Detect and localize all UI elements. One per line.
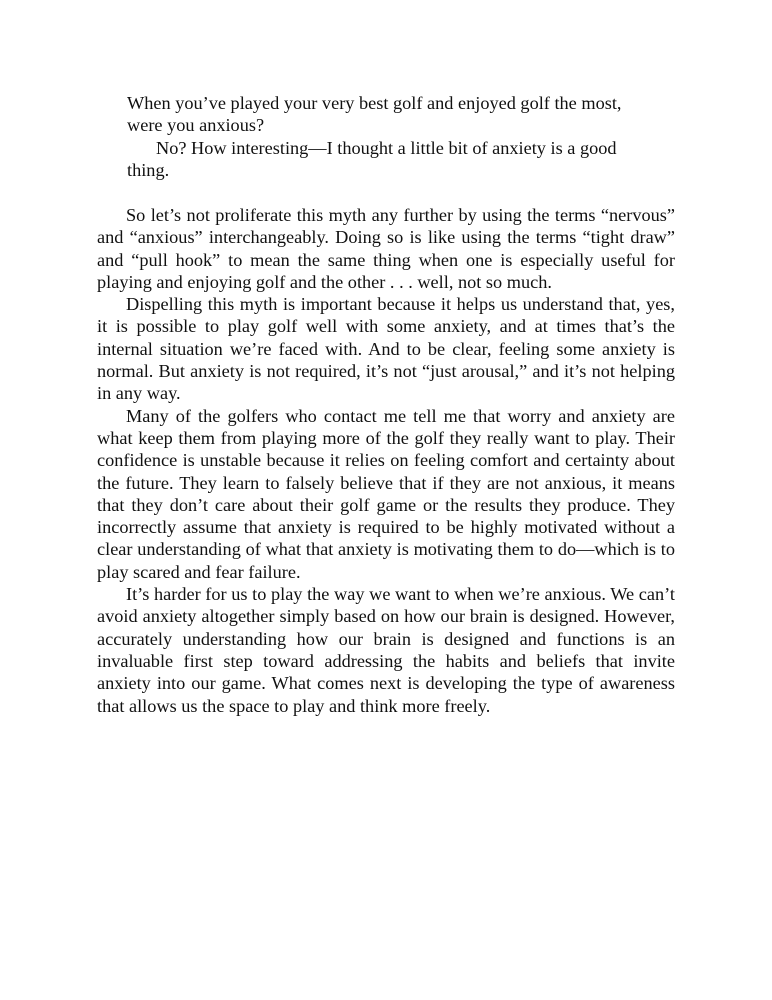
- paragraph-dispelling: Dispelling this myth is important because it helps us understand that, yes, it is possible to play golf well with some anxiety, and at times that’s the internal situation we’re faced with. And to be clear, feeling some anxiety is normal. But anxiety is not required, it’s not “just arousal,” and it’s not helping in any way.: [97, 294, 675, 404]
- quoted-dialogue: [127, 92, 647, 181]
- paragraph-golfers: Many of the golfers who contact me tell me that worry and anxiety are what keep them from playing more of the golf they really want to play. Their confidence is unstable because it relies on feeling comfort and certainty about the future. They learn to falsely believe that if they are not anxious, it means that they don’t care about their golf game or the results they produce. They incorrectly assume that anxiety is required to be highly motivated without a clear understanding of what that anxiety is motivating them to do—which is to play scared and fear failure.: [97, 405, 675, 582]
- paragraph-harder: It’s harder for us to play the way we want to when we’re anxious. We can’t avoid anxiety altogether simply based on how our brain is designed. However, accurately understanding how our brain is designed and functions is an invaluable first step toward addressing the habits and beliefs that invite anxiety into our game. What comes next is developing the type of awareness that allows us the space to play and think more freely.: [97, 584, 675, 716]
- dialogue-answer: No? How interesting—I thought a little bit of anxiety is a good thing.: [127, 137, 617, 180]
- body-text: [97, 204, 675, 717]
- paragraph-myth: So let’s not proliferate this myth any further by using the terms “nervous” and “anxious” interchangeably. Doing so is like using the terms “tight draw” and “pull hook” to mean the same thing when one is especially useful for playing and enjoying golf and the other . . . well, not so much.: [97, 205, 675, 292]
- dialogue-question: When you’ve played your very best golf and enjoyed golf the most, were you anxious?: [127, 93, 622, 136]
